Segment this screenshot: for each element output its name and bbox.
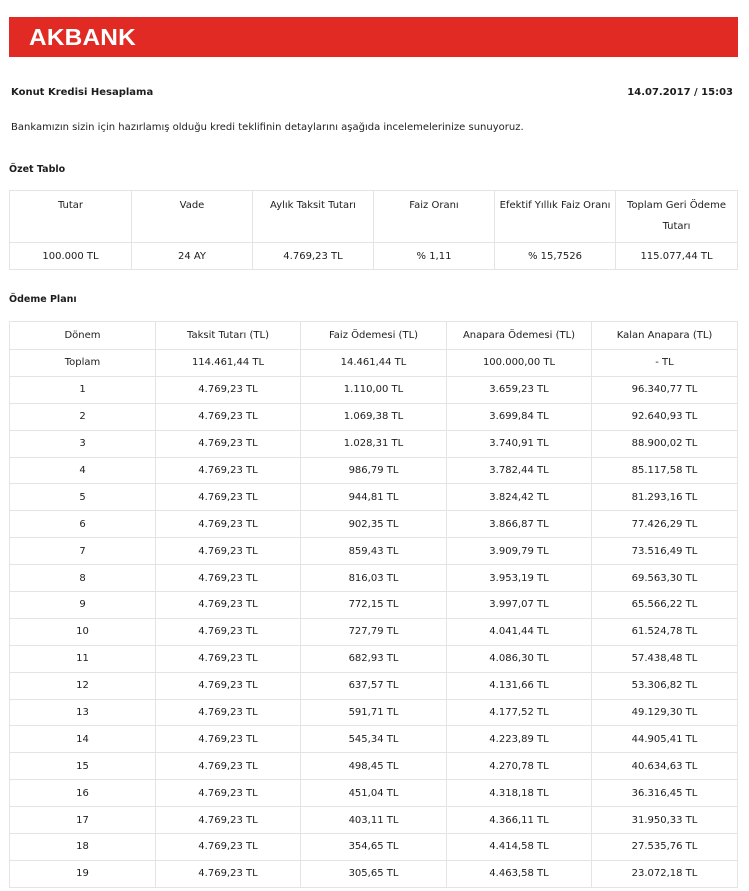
plan-cell: 85.117,58 TL	[592, 457, 738, 484]
summary-header-cell: Toplam Geri Ödeme Tutarı	[616, 191, 738, 243]
payment-plan-table	[9, 321, 738, 888]
plan-row	[10, 860, 738, 887]
plan-header-row	[10, 322, 738, 350]
summary-header-row	[10, 191, 738, 243]
summary-value-cell: 115.077,44 TL	[616, 243, 738, 270]
plan-cell: 44.905,41 TL	[592, 726, 738, 753]
plan-body	[10, 350, 738, 888]
plan-cell: 4.463,58 TL	[447, 860, 592, 887]
intro-text: Bankamızın sizin için hazırlamış olduğu kredi teklifinin detaylarını aşağıda incelemelerinize sunuyoruz.	[11, 122, 524, 133]
plan-cell: 354,65 TL	[301, 834, 447, 861]
title-row	[11, 87, 733, 101]
plan-cell: 31.950,33 TL	[592, 807, 738, 834]
plan-cell: 4.769,23 TL	[156, 699, 301, 726]
report-datetime: 14.07.2017 / 15:03	[627, 87, 733, 98]
plan-row	[10, 834, 738, 861]
plan-cell: 4.769,23 TL	[156, 511, 301, 538]
plan-cell: 6	[10, 511, 156, 538]
plan-cell: 13	[10, 699, 156, 726]
summary-header-cell: Faiz Oranı	[374, 191, 495, 243]
plan-header-cell: Faiz Ödemesi (TL)	[301, 322, 447, 350]
plan-cell: 2	[10, 403, 156, 430]
plan-cell: 3	[10, 430, 156, 457]
plan-cell: 4.769,23 TL	[156, 376, 301, 403]
plan-cell: 816,03 TL	[301, 565, 447, 592]
plan-cell: 8	[10, 565, 156, 592]
plan-cell: 637,57 TL	[301, 672, 447, 699]
plan-cell: 16	[10, 780, 156, 807]
plan-row	[10, 753, 738, 780]
plan-cell: 3.909,79 TL	[447, 538, 592, 565]
plan-row	[10, 618, 738, 645]
plan-cell: 10	[10, 618, 156, 645]
summary-header-cell: Aylık Taksit Tutarı	[253, 191, 374, 243]
plan-cell: 77.426,29 TL	[592, 511, 738, 538]
plan-cell: 3.824,42 TL	[447, 484, 592, 511]
plan-cell: 4.769,23 TL	[156, 403, 301, 430]
plan-row	[10, 511, 738, 538]
plan-header-cell: Dönem	[10, 322, 156, 350]
page-title: Konut Kredisi Hesaplama	[11, 87, 154, 98]
plan-header-cell: Taksit Tutarı (TL)	[156, 322, 301, 350]
plan-cell: 36.316,45 TL	[592, 780, 738, 807]
plan-header-cell: Kalan Anapara (TL)	[592, 322, 738, 350]
plan-row	[10, 699, 738, 726]
plan-cell: 27.535,76 TL	[592, 834, 738, 861]
plan-cell: 3.953,19 TL	[447, 565, 592, 592]
summary-value-row	[10, 243, 738, 270]
plan-cell: 100.000,00 TL	[447, 350, 592, 377]
plan-cell: 40.634,63 TL	[592, 753, 738, 780]
plan-row	[10, 726, 738, 753]
plan-cell: 545,34 TL	[301, 726, 447, 753]
plan-cell: 944,81 TL	[301, 484, 447, 511]
plan-cell: 11	[10, 645, 156, 672]
plan-cell: 4.086,30 TL	[447, 645, 592, 672]
plan-cell: 88.900,02 TL	[592, 430, 738, 457]
plan-row	[10, 538, 738, 565]
akbank-logo: AKBANK	[29, 24, 136, 50]
plan-cell: 1.069,38 TL	[301, 403, 447, 430]
summary-header-cell: Vade	[132, 191, 253, 243]
summary-value-cell: 100.000 TL	[10, 243, 132, 270]
plan-cell: 4.769,23 TL	[156, 645, 301, 672]
plan-cell: 591,71 TL	[301, 699, 447, 726]
plan-row	[10, 376, 738, 403]
plan-cell: 96.340,77 TL	[592, 376, 738, 403]
plan-cell: 3.782,44 TL	[447, 457, 592, 484]
plan-cell: 4.769,23 TL	[156, 618, 301, 645]
summary-header-cell: Tutar	[10, 191, 132, 243]
plan-cell: 9	[10, 592, 156, 619]
plan-cell: 7	[10, 538, 156, 565]
plan-cell: 4.769,23 TL	[156, 780, 301, 807]
plan-cell: 4.769,23 TL	[156, 538, 301, 565]
plan-cell: 4.769,23 TL	[156, 672, 301, 699]
plan-cell: 902,35 TL	[301, 511, 447, 538]
plan-header-cell: Anapara Ödemesi (TL)	[447, 322, 592, 350]
plan-cell: - TL	[592, 350, 738, 377]
plan-cell: 73.516,49 TL	[592, 538, 738, 565]
plan-cell: 4.177,52 TL	[447, 699, 592, 726]
plan-cell: 4.769,23 TL	[156, 484, 301, 511]
plan-cell: 53.306,82 TL	[592, 672, 738, 699]
plan-cell: 1.028,31 TL	[301, 430, 447, 457]
plan-cell: 986,79 TL	[301, 457, 447, 484]
plan-cell: 5	[10, 484, 156, 511]
plan-cell: 4.366,11 TL	[447, 807, 592, 834]
summary-value-cell: 24 AY	[132, 243, 253, 270]
plan-cell: 4.041,44 TL	[447, 618, 592, 645]
plan-row	[10, 592, 738, 619]
plan-cell: 1.110,00 TL	[301, 376, 447, 403]
plan-cell: 727,79 TL	[301, 618, 447, 645]
plan-cell: 4.769,23 TL	[156, 834, 301, 861]
plan-cell: 14	[10, 726, 156, 753]
plan-cell: 4.318,18 TL	[447, 780, 592, 807]
plan-cell: 23.072,18 TL	[592, 860, 738, 887]
plan-row	[10, 565, 738, 592]
plan-cell: 403,11 TL	[301, 807, 447, 834]
plan-cell: 4.270,78 TL	[447, 753, 592, 780]
plan-cell: 4.769,23 TL	[156, 753, 301, 780]
plan-row	[10, 457, 738, 484]
plan-row	[10, 484, 738, 511]
plan-cell: 57.438,48 TL	[592, 645, 738, 672]
plan-cell: 114.461,44 TL	[156, 350, 301, 377]
plan-cell: 19	[10, 860, 156, 887]
plan-cell: 3.866,87 TL	[447, 511, 592, 538]
plan-cell: 3.699,84 TL	[447, 403, 592, 430]
plan-cell: 69.563,30 TL	[592, 565, 738, 592]
plan-cell: 4.769,23 TL	[156, 860, 301, 887]
plan-cell: 4.769,23 TL	[156, 726, 301, 753]
summary-value-cell: % 15,7526	[495, 243, 616, 270]
plan-cell: 4.769,23 TL	[156, 430, 301, 457]
plan-cell: 498,45 TL	[301, 753, 447, 780]
plan-cell: 3.997,07 TL	[447, 592, 592, 619]
plan-cell: 17	[10, 807, 156, 834]
plan-cell: 15	[10, 753, 156, 780]
plan-cell: 81.293,16 TL	[592, 484, 738, 511]
plan-cell: 4.131,66 TL	[447, 672, 592, 699]
plan-cell: 4	[10, 457, 156, 484]
plan-cell: 4.223,89 TL	[447, 726, 592, 753]
plan-row	[10, 780, 738, 807]
summary-value-cell: % 1,11	[374, 243, 495, 270]
plan-cell: 61.524,78 TL	[592, 618, 738, 645]
plan-cell: 4.769,23 TL	[156, 592, 301, 619]
plan-total-row	[10, 350, 738, 377]
plan-cell: 3.659,23 TL	[447, 376, 592, 403]
plan-row	[10, 403, 738, 430]
summary-value-cell: 4.769,23 TL	[253, 243, 374, 270]
summary-section-title: Özet Tablo	[9, 164, 66, 175]
plan-cell: 4.769,23 TL	[156, 457, 301, 484]
brand-header-bar	[9, 17, 738, 57]
plan-row	[10, 645, 738, 672]
plan-cell: 305,65 TL	[301, 860, 447, 887]
plan-cell: 49.129,30 TL	[592, 699, 738, 726]
plan-row	[10, 672, 738, 699]
plan-row	[10, 807, 738, 834]
plan-cell: 682,93 TL	[301, 645, 447, 672]
plan-cell: 3.740,91 TL	[447, 430, 592, 457]
plan-cell: 772,15 TL	[301, 592, 447, 619]
plan-cell: 18	[10, 834, 156, 861]
summary-header-cell: Efektif Yıllık Faiz Oranı	[495, 191, 616, 243]
plan-cell: Toplam	[10, 350, 156, 377]
plan-cell: 451,04 TL	[301, 780, 447, 807]
plan-cell: 4.769,23 TL	[156, 565, 301, 592]
plan-cell: 4.769,23 TL	[156, 807, 301, 834]
plan-cell: 14.461,44 TL	[301, 350, 447, 377]
plan-row	[10, 430, 738, 457]
plan-cell: 65.566,22 TL	[592, 592, 738, 619]
plan-section-title: Ödeme Planı	[9, 294, 77, 305]
plan-cell: 859,43 TL	[301, 538, 447, 565]
plan-cell: 4.414,58 TL	[447, 834, 592, 861]
summary-table	[9, 190, 738, 270]
plan-cell: 92.640,93 TL	[592, 403, 738, 430]
plan-cell: 1	[10, 376, 156, 403]
plan-cell: 12	[10, 672, 156, 699]
